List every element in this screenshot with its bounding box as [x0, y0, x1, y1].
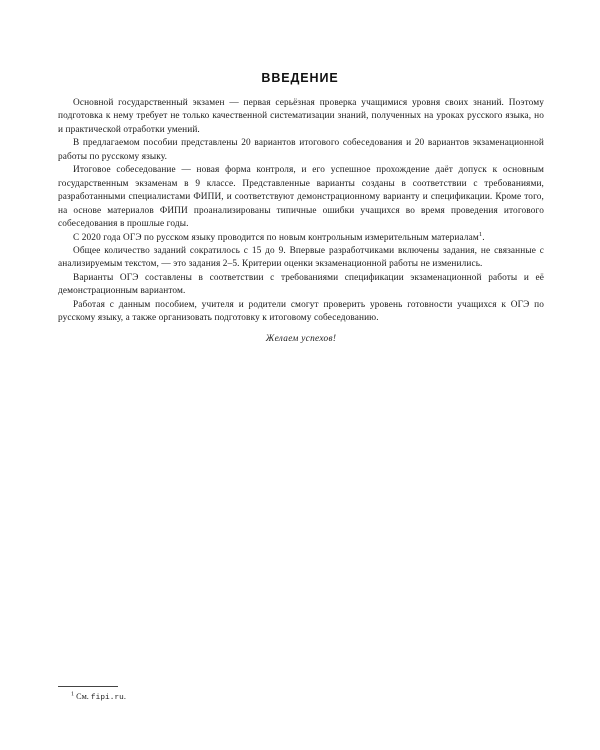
footnote-marker: 1	[71, 690, 75, 698]
paragraph-6: Варианты ОГЭ составлены в соответствии с требованиями спецификации экзаменационной работы и её демонстрационным вариантом.	[58, 272, 544, 297]
footnote-source-url[interactable]: fipi.ru	[90, 694, 124, 702]
closing-line: Желаем успехов!	[265, 333, 337, 344]
body-text-block	[58, 97, 544, 346]
paragraph-2: В предлагаемом пособии представлены 20 вариантов итогового собеседования и 20 вариантов экзаменационной работы по русскому языку.	[58, 138, 544, 162]
page-title: ВВЕДЕНИЕ	[261, 71, 339, 86]
footnote-area	[58, 686, 544, 704]
paragraph-1: Основной государственный экзамен — первая серьёзная проверка учащимися уровня своих знаний. Поэтому подготовка к нему требует не только качественной систематизации знаний, полученных на уроках русского языка, но и практической отработки умений.	[58, 98, 544, 135]
footnote-paragraph-text: С 2020 года ОГЭ по русском языку проводится по новым контрольным измерительным материалам	[73, 232, 479, 243]
footnote-terminator: .	[123, 692, 126, 701]
footnote-reference-marker[interactable]: 1	[478, 230, 483, 238]
footnote-text	[58, 687, 544, 704]
footnote-label: См.	[76, 692, 89, 701]
footnote-paragraph-terminator: .	[482, 232, 485, 243]
paragraph-4-with-footnote	[58, 232, 544, 245]
paragraph-7: Работая с данным пособием, учителя и родители смогут проверить уровень готовности учащихся к ОГЭ по русскому языку, а также организовать подготовку к итоговому собеседованию.	[58, 299, 544, 324]
paragraph-5: Общее количество заданий сократилось с 15 до 9. Впервые разработчиками включены задания, не связанные с анализируемым текстом, — это задания 2–5. Критерии оценки экзаменационной работы не изменились.	[58, 245, 544, 270]
paragraph-3: Итоговое собеседование — новая форма контроля, и его успешное прохождение даёт допуск к основным государственным экзаменам в 9 классе. Представленные варианты созданы в соответствии с требованиями, разработанными специалистами ФИПИ, и соответствуют демонстрационному варианту и спецификации. Кроме того, на основе материалов ФИПИ проанализированы типичные ошибки учащихся во время проведения итогового собеседования в прошлые годы.	[58, 165, 544, 230]
